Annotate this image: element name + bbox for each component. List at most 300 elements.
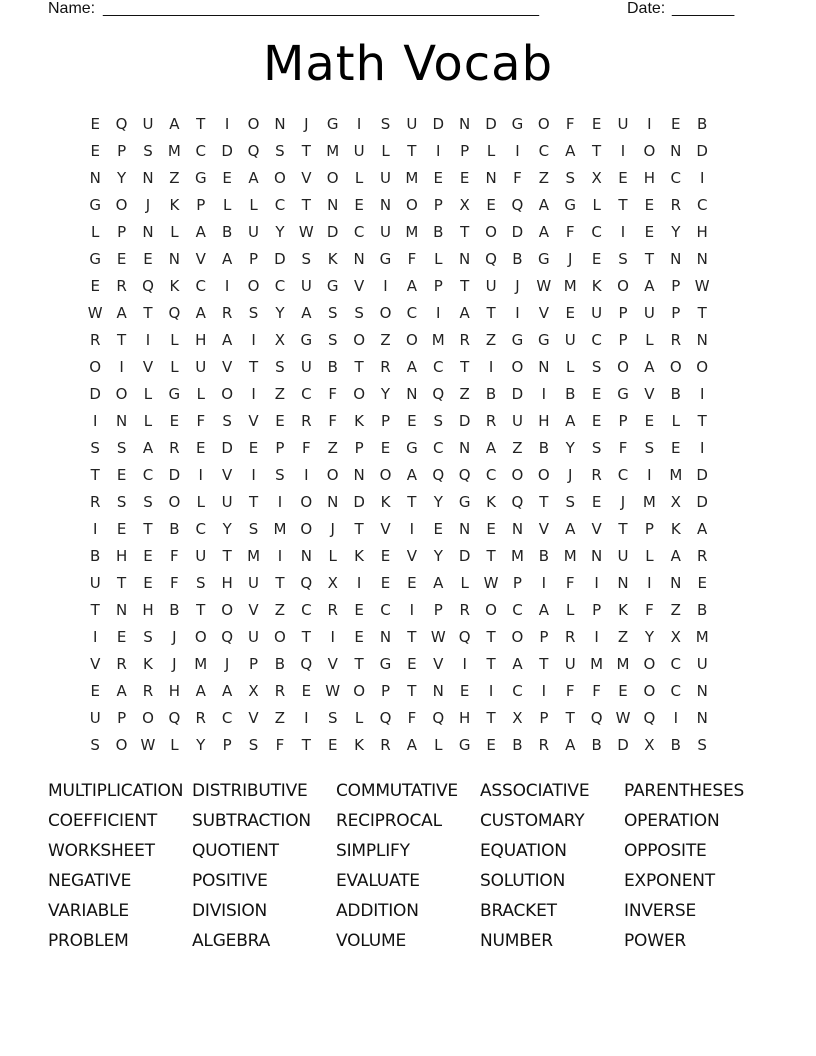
grid-letter: F [196,412,206,430]
grid-letter: I [304,709,309,727]
word-list-item: SOLUTION [480,871,566,891]
grid-letter: U [142,115,154,133]
grid-letter: L [91,223,100,241]
grid-letter: M [247,547,261,565]
grid-letter: G [458,493,471,511]
grid-letter: D [617,736,629,754]
grid-letter: E [671,115,681,133]
grid-letter: S [565,493,575,511]
grid-letter: U [617,115,629,133]
grid-letter: G [168,385,181,403]
grid-letter: B [697,115,708,133]
grid-letter: Z [274,709,286,727]
word-list-item: PROBLEM [48,931,129,951]
grid-letter: O [379,304,392,322]
grid-letter: N [353,250,365,268]
grid-letter: J [568,250,573,268]
grid-letter: D [696,466,708,484]
word-list-item: VARIABLE [48,901,129,921]
grid-letter: U [643,304,655,322]
grid-letter: A [459,304,470,322]
grid-letter: M [326,142,340,160]
grid-letter: E [116,628,127,646]
date-field-line: _______ [672,0,735,17]
grid-letter: T [618,520,628,538]
grid-letter: E [407,655,417,673]
grid-letter: T [539,493,549,511]
grid-letter: R [380,736,391,754]
grid-letter: A [644,358,655,376]
grid-letter: L [486,142,496,160]
grid-letter: T [697,304,707,322]
grid-letter: E [143,250,153,268]
grid-letter: L [328,547,337,565]
grid-letter: V [538,304,549,322]
grid-letter: Q [485,250,497,268]
grid-letter: T [486,304,496,322]
word-list-item: EXPONENT [624,871,715,891]
grid-letter: T [354,358,364,376]
grid-letter: K [618,601,628,619]
grid-letter: N [89,169,101,187]
grid-letter: D [221,439,233,457]
grid-letter: O [643,142,656,160]
grid-letter: E [380,439,391,457]
grid-letter: P [380,412,391,430]
grid-letter: Q [643,709,656,727]
grid-letter: I [251,331,256,349]
grid-letter: K [670,520,681,538]
grid-letter: N [327,196,339,214]
grid-letter: K [143,655,153,673]
grid-letter: W [694,277,710,295]
word-list-item: EQUATION [480,841,567,861]
grid-letter: A [195,682,206,700]
word-list-item: DISTRIBUTIVE [192,781,308,801]
grid-letter: C [485,466,497,484]
grid-letter: M [590,655,604,673]
grid-letter: E [644,223,655,241]
grid-letter: O [300,493,313,511]
grid-letter: P [592,601,602,619]
grid-letter: P [512,574,522,592]
grid-letter: D [432,115,445,133]
grid-letter: S [275,358,285,376]
grid-letter: E [486,736,496,754]
grid-letter: U [195,358,207,376]
grid-letter: R [116,277,127,295]
grid-letter: O [379,466,392,484]
grid-letter: L [354,169,364,187]
grid-letter: P [671,277,681,295]
grid-letter: S [433,412,444,430]
grid-letter: B [90,547,101,565]
grid-letter: A [406,358,418,376]
grid-letter: V [538,520,549,538]
grid-letter: I [92,520,98,538]
grid-letter: E [90,277,100,295]
grid-letter: A [485,439,497,457]
grid-letter: E [671,439,681,457]
grid-letter: E [565,304,575,322]
grid-letter: N [696,709,708,727]
grid-letter: G [194,169,207,187]
grid-letter: E [644,196,655,214]
grid-letter: S [248,304,259,322]
grid-letter: R [459,331,470,349]
grid-letter: S [143,493,153,511]
grid-letter: R [116,655,127,673]
grid-letter: U [511,412,523,430]
grid-letter: N [300,547,312,565]
grid-letter: E [90,115,100,133]
grid-letter: B [670,736,681,754]
grid-letter: V [644,385,655,403]
grid-letter: S [301,250,312,268]
grid-letter: C [538,142,550,160]
grid-letter: S [591,439,602,457]
grid-letter: E [591,493,602,511]
grid-letter: X [274,331,286,349]
grid-letter: T [143,520,153,538]
grid-letter: C [301,385,312,403]
grid-letter: M [695,628,709,646]
grid-letter: H [696,223,708,241]
grid-row [82,732,742,759]
grid-letter: C [195,142,206,160]
grid-letter: N [696,331,708,349]
grid-letter: S [591,358,602,376]
grid-letter: O [485,601,497,619]
grid-letter: H [142,601,154,619]
grid-letter: D [326,223,339,241]
grid-letter: O [353,682,365,700]
grid-letter: A [433,574,444,592]
grid-letter: H [459,709,471,727]
grid-letter: U [195,547,207,565]
grid-letter: S [327,331,338,349]
grid-letter: T [248,493,259,511]
grid-letter: S [143,628,153,646]
grid-letter: Q [221,628,234,646]
grid-letter: E [354,628,364,646]
grid-letter: L [170,736,179,754]
grid-letter: S [195,574,206,592]
grid-letter: A [222,682,233,700]
grid-letter: U [380,169,391,187]
grid-letter: A [169,115,180,133]
grid-row [82,651,742,678]
grid-letter: O [274,628,286,646]
grid-letter: E [618,169,628,187]
grid-letter: T [486,709,496,727]
grid-letter: E [697,574,707,592]
grid-letter: I [594,628,599,646]
grid-letter: Q [511,493,524,511]
grid-row [82,408,742,435]
grid-letter: L [354,709,364,727]
grid-letter: T [354,520,364,538]
grid-letter: T [486,628,496,646]
grid-letter: P [249,250,259,268]
grid-letter: I [356,574,362,592]
grid-letter: H [643,169,656,187]
grid-letter: G [89,250,101,268]
grid-letter: N [485,169,497,187]
grid-letter: T [117,574,127,592]
grid-letter: Q [168,709,181,727]
grid-letter: H [538,412,550,430]
grid-letter: C [142,466,154,484]
grid-letter: U [406,115,418,133]
grid-letter: P [433,277,443,295]
grid-letter: N [168,250,180,268]
grid-row [82,111,742,138]
grid-letter: T [407,142,417,160]
page-title: Math Vocab [262,36,554,92]
grid-letter: B [222,223,233,241]
name-field-line: _________________________________________________ [103,0,540,17]
grid-letter: L [592,196,601,214]
grid-letter: O [194,628,207,646]
grid-letter: S [327,304,338,322]
grid-letter: L [196,493,205,511]
grid-row [82,273,742,300]
grid-letter: P [618,304,628,322]
grid-letter: Q [458,466,471,484]
grid-letter: F [565,682,575,700]
grid-letter: N [406,385,418,403]
grid-letter: E [301,682,312,700]
grid-letter: E [486,520,496,538]
grid-letter: L [671,412,680,430]
grid-letter: D [511,223,524,241]
grid-letter: R [221,304,233,322]
grid-row [82,327,742,354]
grid-letter: S [275,142,285,160]
grid-letter: F [565,223,575,241]
grid-letter: N [115,601,128,619]
grid-letter: F [645,601,654,619]
grid-letter: P [222,736,232,754]
grid-letter: O [511,466,524,484]
grid-letter: B [274,655,286,673]
grid-letter: V [591,520,602,538]
grid-letter: N [670,574,682,592]
grid-letter: E [354,601,364,619]
grid-letter: V [248,709,259,727]
grid-letter: B [485,385,497,403]
grid-letter: Z [617,628,629,646]
word-list-item: BRACKET [480,901,557,921]
grid-letter: C [274,277,286,295]
grid-letter: I [620,223,626,241]
grid-letter: E [591,115,602,133]
grid-letter: P [460,142,470,160]
grid-letter: T [644,250,654,268]
grid-letter: V [380,520,391,538]
grid-letter: L [645,547,654,565]
grid-letter: B [670,385,681,403]
grid-letter: B [169,601,180,619]
grid-letter: S [644,439,655,457]
word-list-item: ASSOCIATIVE [480,781,590,801]
grid-letter: F [407,709,417,727]
grid-letter: P [354,439,364,457]
grid-letter: Z [274,601,286,619]
grid-letter: C [221,709,233,727]
grid-letter: L [460,574,469,592]
grid-letter: A [116,304,127,322]
word-list-item: RECIPROCAL [336,811,442,831]
grid-letter: M [669,466,683,484]
word-list-item: NUMBER [480,931,553,951]
grid-row [82,138,742,165]
grid-letter: R [591,466,602,484]
grid-letter: O [485,223,497,241]
grid-letter: O [89,358,102,376]
grid-letter: J [172,628,177,646]
grid-letter: U [300,277,312,295]
grid-letter: V [90,655,101,673]
grid-letter: R [670,331,681,349]
grid-letter: R [696,547,708,565]
grid-letter: D [511,385,524,403]
grid-letter: I [699,439,705,457]
grid-letter: C [353,223,365,241]
grid-letter: E [116,520,127,538]
grid-letter: E [407,574,417,592]
grid-letter: Y [117,169,127,187]
grid-letter: M [510,547,524,565]
grid-row [82,381,742,408]
grid-letter: K [380,493,391,511]
grid-letter: I [647,115,652,133]
grid-letter: W [536,277,552,295]
grid-letter: P [618,412,628,430]
grid-letter: E [459,169,470,187]
grid-letter: S [116,493,127,511]
grid-letter: T [460,277,470,295]
grid-letter: E [248,439,259,457]
grid-letter: K [169,277,180,295]
grid-letter: T [196,115,206,133]
grid-letter: I [620,142,626,160]
grid-row [82,219,742,246]
grid-letter: D [696,493,708,511]
grid-letter: O [115,196,128,214]
grid-letter: O [643,655,656,673]
grid-letter: W [483,574,499,592]
grid-row [82,462,742,489]
grid-letter: Y [433,547,443,565]
grid-letter: O [537,466,550,484]
grid-letter: A [222,250,233,268]
grid-letter: W [430,628,446,646]
word-list-item: VOLUME [336,931,406,951]
grid-letter: X [248,682,259,700]
grid-letter: U [89,574,101,592]
grid-letter: E [433,520,444,538]
grid-letter: H [168,682,180,700]
grid-letter: C [591,223,602,241]
grid-letter: Y [275,304,285,322]
grid-letter: N [379,196,392,214]
grid-letter: I [409,520,415,538]
grid-row [82,192,742,219]
grid-letter: X [459,196,470,214]
grid-letter: A [538,601,549,619]
grid-row [82,624,742,651]
grid-letter: E [143,574,153,592]
grid-letter: I [383,277,388,295]
grid-letter: T [486,547,496,565]
grid-row [82,489,742,516]
grid-letter: P [671,304,681,322]
word-list-item: ADDITION [336,901,419,921]
grid-letter: L [434,250,443,268]
grid-letter: S [90,736,100,754]
grid-letter: O [221,601,234,619]
grid-letter: C [670,682,682,700]
grid-letter: A [565,412,576,430]
word-list-item: EVALUATE [336,871,420,891]
grid-letter: O [326,466,339,484]
grid-letter: A [406,277,418,295]
grid-letter: Y [671,223,681,241]
grid-letter: S [222,412,232,430]
grid-letter: O [617,277,629,295]
grid-row [82,597,742,624]
grid-letter: Y [222,520,232,538]
grid-letter: V [222,358,233,376]
grid-letter: T [565,709,575,727]
grid-letter: M [431,331,445,349]
grid-letter: K [354,547,365,565]
grid-letter: E [354,196,364,214]
grid-letter: D [696,142,708,160]
word-list-item: ALGEBRA [192,931,271,951]
grid-letter: Q [300,655,313,673]
grid-letter: W [140,736,156,754]
word-list-item: NEGATIVE [48,871,132,891]
grid-letter: M [616,655,630,673]
grid-letter: A [195,223,206,241]
grid-letter: I [356,115,362,133]
grid-letter: O [669,358,682,376]
grid-letter: B [538,439,549,457]
grid-letter: E [196,439,206,457]
grid-letter: A [538,196,549,214]
date-label: Date: [627,0,666,17]
grid-letter: O [353,385,365,403]
grid-letter: N [379,628,392,646]
grid-letter: U [89,709,101,727]
grid-letter: D [353,493,365,511]
grid-letter: N [696,250,708,268]
grid-letter: I [488,358,494,376]
grid-letter: O [405,196,418,214]
grid-letter: T [222,547,232,565]
grid-letter: I [647,574,652,592]
grid-letter: J [330,520,335,538]
grid-letter: K [486,493,496,511]
grid-letter: J [145,196,151,214]
grid-letter: A [222,331,233,349]
grid-letter: G [406,439,418,457]
grid-letter: N [432,682,444,700]
grid-letter: S [618,250,628,268]
